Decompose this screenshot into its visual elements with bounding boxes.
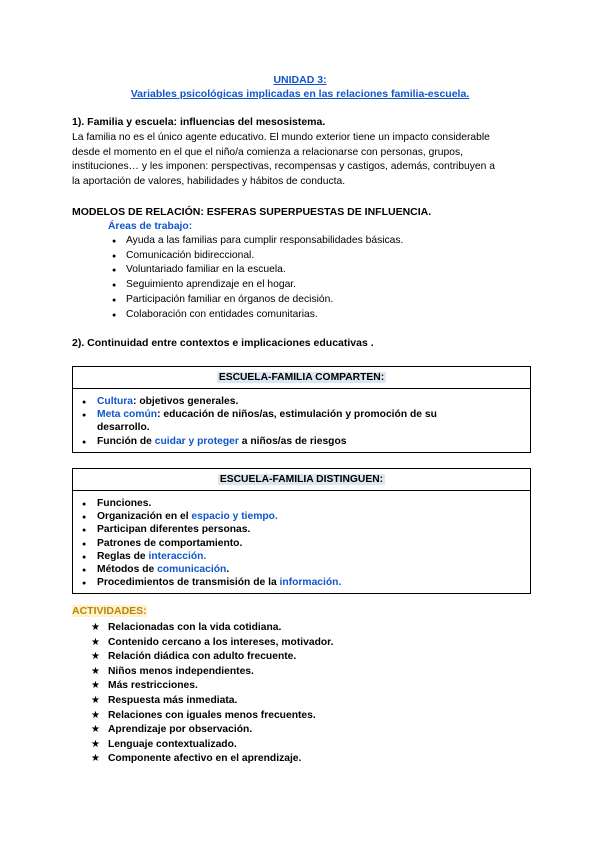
list-item: ★ Más restricciones. (108, 679, 333, 694)
list-item: ★ Relaciones con iguales menos frecuentes. (108, 709, 333, 724)
list-item: ★ Componente afectivo en el aprendizaje. (108, 752, 333, 767)
list-item: ★ Contenido cercano a los intereses, motivador. (108, 636, 333, 651)
list-item: ● Voluntariado familiar en la escuela. (126, 263, 403, 278)
list-item: ● Colaboración con entidades comunitarias. (126, 308, 403, 323)
models-heading: MODELOS DE RELACIÓN: ESFERAS SUPERPUESTAS DE INFLUENCIA. (72, 206, 432, 218)
unit-subtitle: Variables psicológicas implicadas en las relaciones familia-escuela. (130, 88, 470, 100)
list-item: ● Procedimientos de transmisión de la información. (97, 576, 530, 589)
share-box (72, 366, 531, 453)
list-item: ● Meta común: educación de niños/as, estimulación y promoción de su desarrollo. (97, 408, 530, 434)
list-item: ● Organización en el espacio y tiempo. (97, 510, 530, 523)
list-item: ★ Relación diádica con adulto frecuente. (108, 650, 333, 665)
list-item: ● Ayuda a las familias para cumplir responsabilidades básicas. (126, 234, 403, 249)
section-1-heading: 1). Familia y escuela: influencias del mesosistema. (72, 116, 326, 128)
list-item: ★ Lenguaje contextualizado. (108, 738, 333, 753)
list-item: ★ Niños menos independientes. (108, 665, 333, 680)
list-item: ★ Respuesta más inmediata. (108, 694, 333, 709)
list-item: ★ Relacionadas con la vida cotidiana. (108, 621, 333, 636)
share-list (73, 389, 530, 452)
list-item: ● Participan diferentes personas. (97, 523, 530, 536)
list-item: ● Métodos de comunicación. (97, 563, 530, 576)
distinguish-box-title: ESCUELA-FAMILIA DISTINGUEN: (73, 469, 530, 491)
paragraph-line: instituciones… y les imponen: perspectivas, recompensas y castigos, además, contribuyen a (72, 161, 495, 173)
list-item: ● Comunicación bidireccional. (126, 249, 403, 264)
activities-list (108, 621, 333, 767)
list-item: ★ Aprendizaje por observación. (108, 723, 333, 738)
list-item: ● Funciones. (97, 497, 530, 510)
list-item: ● Función de cuidar y proteger a niños/as de riesgos (97, 435, 530, 448)
list-item: ● Cultura: objetivos generales. (97, 395, 530, 408)
paragraph-line: La familia no es el único agente educativo. El mundo exterior tiene un impacto considerable (72, 132, 490, 143)
activities-label: ACTIVIDADES: (72, 605, 147, 617)
list-item: ● Seguimiento aprendizaje en el hogar. (126, 278, 403, 293)
list-item: ● Patrones de comportamiento. (97, 537, 530, 550)
distinguish-list (73, 491, 530, 593)
paragraph-line: desde el momento en el que el niño/a comienza a relacionarse con personas, grupos, (72, 146, 463, 158)
distinguish-box (72, 468, 531, 594)
list-item: ● Participación familiar en órganos de decisión. (126, 293, 403, 308)
share-box-title: ESCUELA-FAMILIA COMPARTEN: (73, 367, 530, 389)
section-2-heading: 2). Continuidad entre contextos e implicaciones educativas . (72, 337, 374, 349)
section-1-paragraph (72, 131, 532, 189)
areas-list (126, 234, 403, 322)
areas-label: Áreas de trabajo: (108, 221, 193, 232)
list-item: ● Reglas de interacción. (97, 550, 530, 563)
paragraph-line: la aportación de valores, habilidades y hábitos de conducta. (72, 175, 346, 187)
unit-title: UNIDAD 3: (273, 74, 327, 86)
